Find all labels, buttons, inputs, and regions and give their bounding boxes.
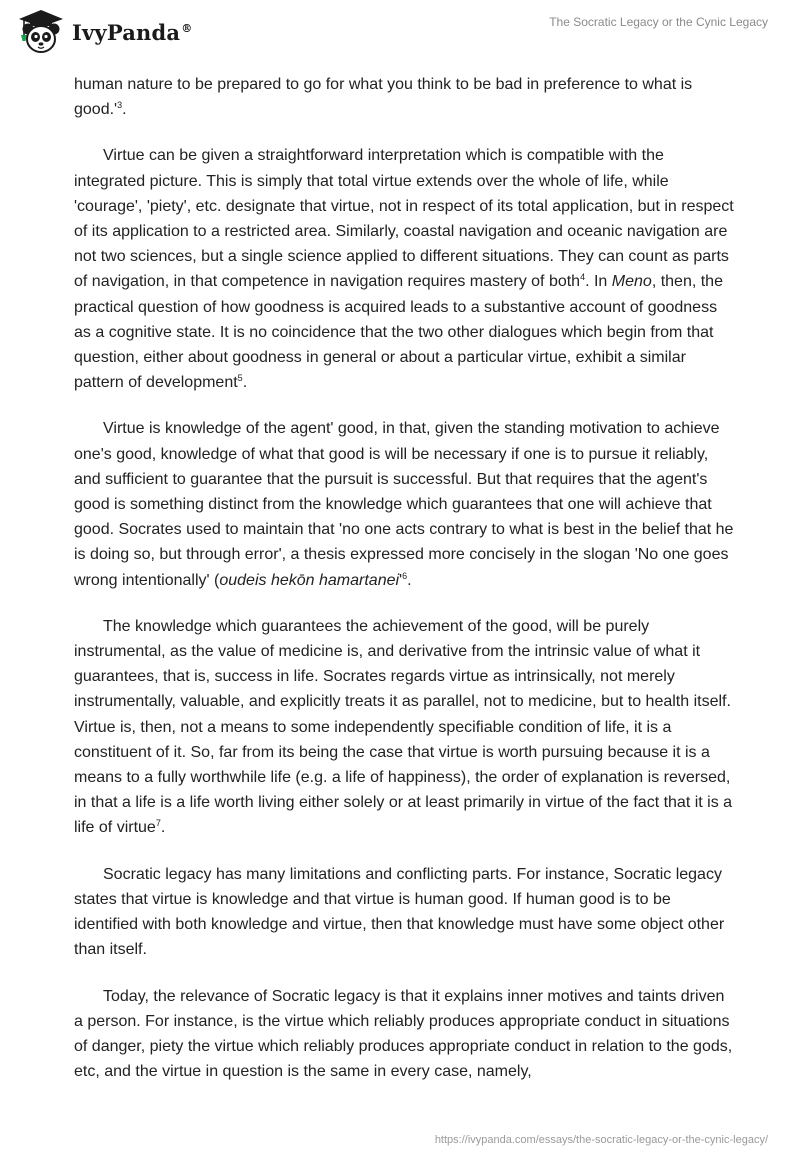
italic-phrase: oudeis hekōn hamartanei: [219, 571, 400, 589]
paragraph: Today, the relevance of Socratic legacy is that it explains inner motives and taints driven a person. For instance, is the virtue which reliably produces appropriate conduct in situations of danger, piety the virtue which reliably produces appropriate conduct in relation to the gods, etc, and the virtue in question is the same in every case, namely,: [74, 987, 733, 1081]
panda-graduate-icon: [16, 7, 66, 57]
essay-body: [74, 72, 734, 1105]
footnote-ref[interactable]: 6: [402, 570, 408, 581]
paragraph: human nature to be prepared to go for what you think to be bad in preference to what is $good.'^3$.: [74, 76, 693, 119]
source-url-link[interactable]: https://ivypanda.com/essays/the-socratic-legacy-or-the-cynic-legacy/: [434, 1134, 768, 1146]
page-header: [0, 0, 800, 62]
paragraph: Virtue can be given a straightforward interpretation which is compatible with the integrated picture. This is simply that total virtue extends over the whole of life, while 'courage', 'piety', etc. designate that virtue, not in respect of its total application, but in respect of its application to a restricted area. Similarly, coastal navigation and oceanic navigation are not two sciences, but a single science applied to different situations. They can count as parts of navigation, in that competence in navigation requires mastery of both$^4$. In Meno, then, the practical question of how goodness is acquired leads to a substantive account of goodness as a cognitive state. It is no coincidence that the two other dialogues which begin from that question, either about goodness in general or about a particular virtue, exhibit a similar pattern of development$^5$.: [74, 147, 734, 392]
paragraph: Virtue is knowledge of the agent' good, in that, given the standing motivation to achieve one's good, knowledge of what that good is will be necessary if one is to pursue it reliably, and sufficient to guarantee that the pursuit is successful. But that requires that the agent's good is something distinct from the knowledge which guarantees that one will achieve that good. Socrates used to maintain that 'no one acts contrary to what is best in the belief that he is doing so, but through error', a thesis expressed more concisely in the slogan 'No one goes wrong intentionally' (oudeis hekōn $hamartanei'^6$.: [74, 420, 734, 589]
footnote-ref[interactable]: 5: [237, 373, 243, 384]
footnote-ref[interactable]: 3: [117, 100, 123, 111]
paragraph: Socratic legacy has many limitations and conflicting parts. For instance, Socratic legacy states that virtue is knowledge and that virtue is human good. If human good is to be identified with both knowledge and virtue, then that knowledge must have some object other than itself.: [74, 865, 725, 959]
footnote-ref[interactable]: 7: [155, 818, 161, 829]
footnote-ref[interactable]: 4: [580, 272, 586, 283]
italic-title: Meno: [611, 273, 652, 291]
paragraph: The knowledge which guarantees the achievement of the good, will be purely instrumental, as the value of medicine is, and derivative from the intrinsic value of what it guarantees, that is, success in life. Socrates regards virtue as intrinsically, not merely instrumentally, valuable, and explicitly treats it as parallel, not to medicine, but to health itself. Virtue is, then, not a means to some independently specifiable condition of life, it is a constituent of it. So, far from its being the case that virtue is worth pursuing because it is a means to a fully worthwhile life (e.g. a life of happiness), the order of explanation is reversed, in that a life is a life worth living either solely or at least primarily in virtue of the fact that it is a life of virtue$^7$.: [74, 617, 733, 837]
registered-mark: ®: [181, 21, 193, 35]
brand-name: IvyPanda®: [72, 19, 193, 45]
brand-logo[interactable]: [16, 7, 192, 57]
document-title: The Socratic Legacy or the Cynic Legacy: [549, 15, 768, 29]
